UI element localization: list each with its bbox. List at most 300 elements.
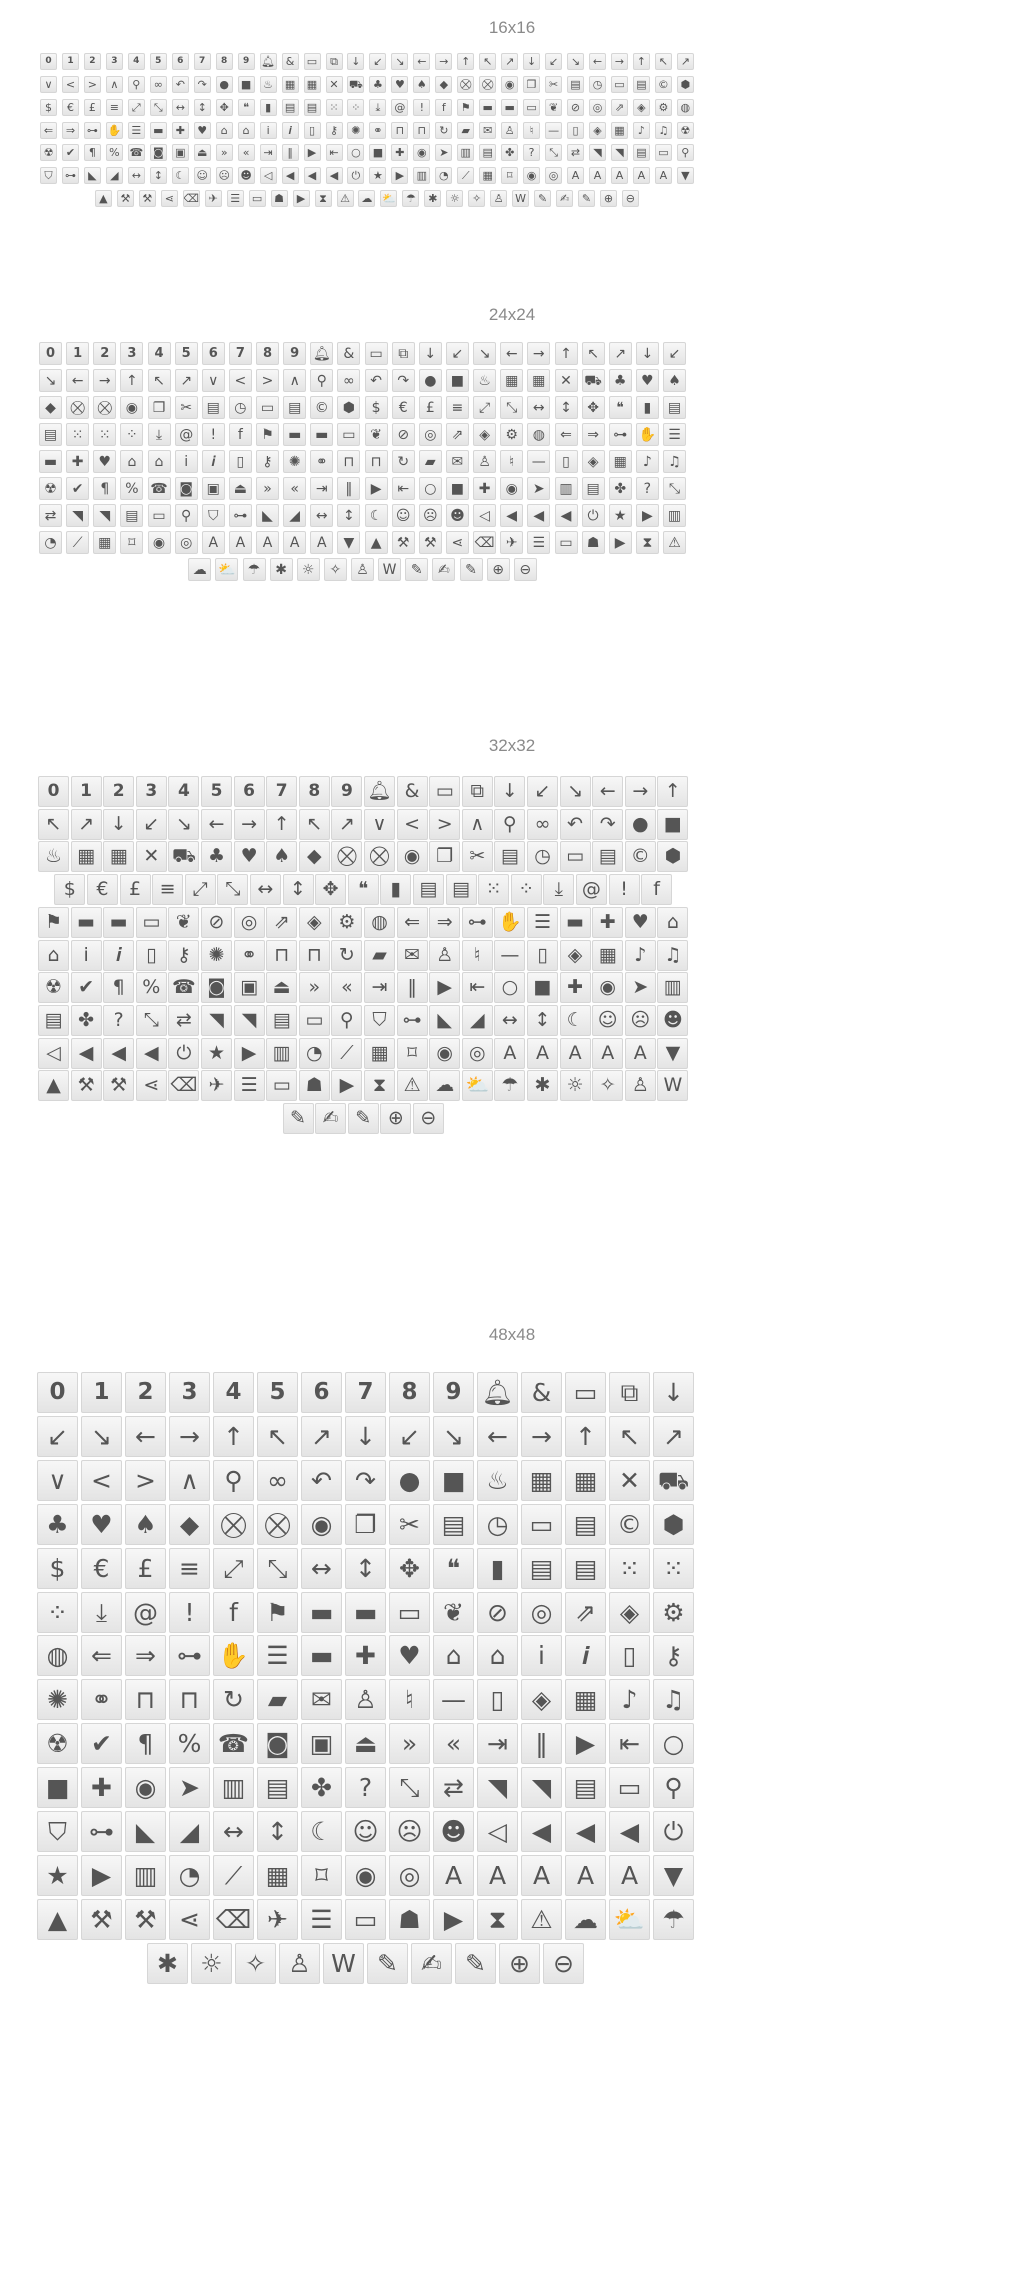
magic-wand-icon: ✧ xyxy=(468,190,485,207)
arrows-horizontal-icon: ↔ xyxy=(527,396,550,419)
question-icon: ? xyxy=(345,1767,386,1808)
forbidden-icon: ⊘ xyxy=(567,99,584,116)
thumbs-down-icon: ▼ xyxy=(337,531,360,554)
digit-7-icon: 7 xyxy=(194,53,211,70)
loop-icon: ↻ xyxy=(331,940,362,971)
zoom-out-icon: ⊖ xyxy=(514,558,537,581)
digit-5-icon: 5 xyxy=(257,1372,298,1413)
home-icon: ⌂ xyxy=(657,907,688,938)
edit-icon: ✍ xyxy=(432,558,455,581)
tag-icon: ⌑ xyxy=(397,1038,428,1069)
minus-box-icon: ▬ xyxy=(301,1635,342,1676)
chevron-left-icon: < xyxy=(397,809,428,840)
resize-icon: ⤢ xyxy=(128,99,145,116)
rewind-icon: « xyxy=(283,477,306,500)
font-plus-icon: A xyxy=(283,531,306,554)
arrow-down-icon: ↓ xyxy=(653,1372,694,1413)
chevron-left-icon: < xyxy=(62,76,79,93)
wikipedia-icon: W xyxy=(323,1943,364,1984)
disc-icon: ◉ xyxy=(501,76,518,93)
volume-low-icon: ◁ xyxy=(473,504,496,527)
star-icon: ★ xyxy=(609,504,632,527)
facebook-icon: f xyxy=(229,423,252,446)
check-icon: ✔ xyxy=(62,144,79,161)
arrow-up-icon: ↑ xyxy=(555,342,578,365)
check-icon: ✔ xyxy=(81,1723,122,1764)
play-icon: ▶ xyxy=(636,504,659,527)
video-icon: ▶ xyxy=(331,1070,362,1101)
table-icon: ▦ xyxy=(479,167,496,184)
car-icon: ⛟ xyxy=(168,841,199,872)
copyright-icon: © xyxy=(310,396,333,419)
document-text-icon: ▤ xyxy=(565,1548,606,1589)
digit-6-icon: 6 xyxy=(172,53,189,70)
skip-start-icon: ⇤ xyxy=(462,972,493,1003)
bar-chart-icon: ▥ xyxy=(663,504,686,527)
radiation-icon: ☢ xyxy=(39,477,62,500)
person-icon: ♙ xyxy=(279,1943,320,1984)
digit-5-icon: 5 xyxy=(150,53,167,70)
percent-icon: % xyxy=(136,972,167,1003)
briefcase-icon: ▰ xyxy=(364,940,395,971)
digit-9-icon: 9 xyxy=(433,1372,474,1413)
magic-wand-icon: ✧ xyxy=(235,1943,276,1984)
circle-icon: ○ xyxy=(347,144,364,161)
club-icon: ♣ xyxy=(369,76,386,93)
loop-icon: ↻ xyxy=(392,450,415,473)
digit-1-icon: 1 xyxy=(71,776,102,807)
arrows-horizontal-icon: ↔ xyxy=(301,1548,342,1589)
microphone-icon: ♮ xyxy=(389,1679,430,1720)
font-icon: A xyxy=(202,531,225,554)
arrow-up-icon: ↑ xyxy=(565,1416,606,1457)
chevron-up-icon: ∧ xyxy=(106,76,123,93)
voicemail-icon: ∞ xyxy=(150,76,167,93)
section-title: 24x24 xyxy=(488,305,536,324)
printer-icon: ▤ xyxy=(582,477,605,500)
download-icon: ⤓ xyxy=(369,99,386,116)
cube-icon: ⬢ xyxy=(337,396,360,419)
power-icon: ⏻ xyxy=(653,1811,694,1852)
document-icon: ▮ xyxy=(380,874,411,905)
lightbulb-icon: ✺ xyxy=(201,940,232,971)
clock-icon: ◷ xyxy=(589,76,606,93)
font-minus-icon: A xyxy=(521,1855,562,1896)
play-icon: ▶ xyxy=(565,1723,606,1764)
digit-3-icon: 3 xyxy=(120,342,143,365)
home-alt-icon: ⌂ xyxy=(38,940,69,971)
clock-icon: ◷ xyxy=(229,396,252,419)
mail-icon: ✉ xyxy=(479,122,496,139)
save-icon: ▤ xyxy=(120,504,143,527)
stop-icon: ■ xyxy=(369,144,386,161)
plus-icon: ✚ xyxy=(172,122,189,139)
arrow-up-right-icon: ↗ xyxy=(609,342,632,365)
dollar-icon: $ xyxy=(40,99,57,116)
font-tiny-icon: A xyxy=(625,1038,656,1069)
arrow-right-icon: → xyxy=(234,809,265,840)
disc-icon: ◉ xyxy=(345,1855,386,1896)
pound-icon: £ xyxy=(125,1548,166,1589)
tag-icon: ⌑ xyxy=(301,1855,342,1896)
share-icon: ⋖ xyxy=(136,1070,167,1101)
undo-icon: ↶ xyxy=(365,369,388,392)
pie-chart-icon: ◔ xyxy=(435,167,452,184)
windows-icon: ⧉ xyxy=(609,1372,650,1413)
car-icon: ⛟ xyxy=(653,1460,694,1501)
loop-icon: ↻ xyxy=(435,122,452,139)
arrows-vertical-icon: ↕ xyxy=(283,874,314,905)
trash-icon: ⌫ xyxy=(213,1899,254,1940)
close-icon: ✕ xyxy=(555,369,578,392)
power-icon: ⏻ xyxy=(168,1038,199,1069)
dollar-icon: $ xyxy=(37,1548,78,1589)
tag-icon: ⌑ xyxy=(120,531,143,554)
folder-icon: ▬ xyxy=(301,1592,342,1633)
redo-icon: ↷ xyxy=(345,1460,386,1501)
arrows-horizontal-icon: ↔ xyxy=(310,504,333,527)
rewind-icon: « xyxy=(433,1723,474,1764)
digit-0-icon: 0 xyxy=(38,776,69,807)
cube-icon: ⬢ xyxy=(657,841,688,872)
calculator-icon: ▦ xyxy=(71,841,102,872)
digit-3-icon: 3 xyxy=(106,53,123,70)
power-icon: ⏻ xyxy=(582,504,605,527)
pencil-icon: ✎ xyxy=(534,190,551,207)
thumbs-down-icon: ▼ xyxy=(657,1038,688,1069)
chevron-right-icon: > xyxy=(125,1460,166,1501)
tree-list-icon: ☰ xyxy=(234,1070,265,1101)
gamepad-icon: ◈ xyxy=(299,907,330,938)
resize-diagonal-alt-icon: ◢ xyxy=(462,1005,493,1036)
dollar-icon: $ xyxy=(54,874,85,905)
volume-high-icon: ◀ xyxy=(565,1811,606,1852)
wrench-icon: ⚒ xyxy=(392,531,415,554)
video-icon: ▶ xyxy=(293,190,310,207)
percent-icon: % xyxy=(169,1723,210,1764)
webcam-icon: ◉ xyxy=(500,477,523,500)
arrow-down-icon: ↓ xyxy=(345,1416,386,1457)
plus-icon: ✚ xyxy=(81,1767,122,1808)
trash-icon: ⌫ xyxy=(183,192,199,205)
arrow-down-icon: ↓ xyxy=(419,342,442,365)
gear-icon: ⚙ xyxy=(331,907,362,938)
bar-chart-icon: ▥ xyxy=(457,144,474,161)
skip-start-icon: ⇤ xyxy=(326,144,343,161)
bar-chart-icon: ▥ xyxy=(657,972,688,1003)
person-icon: ♙ xyxy=(473,450,496,473)
volume-high-icon: ◀ xyxy=(527,504,550,527)
stop-icon: ■ xyxy=(37,1767,78,1808)
dots-grid-icon: ⁘ xyxy=(37,1592,78,1633)
volume-up-icon: ◀ xyxy=(555,504,578,527)
sitemap-icon: ⊶ xyxy=(462,907,493,938)
resize-small-icon: ⤡ xyxy=(150,99,167,116)
minus-box-icon: ▬ xyxy=(150,122,167,139)
briefcase-icon: ▰ xyxy=(419,450,442,473)
move-icon: ✥ xyxy=(315,874,346,905)
arrow-right-icon: → xyxy=(527,342,550,365)
refresh-icon: ⇄ xyxy=(433,1767,474,1808)
person-icon: ♙ xyxy=(429,940,460,971)
cart-icon: ⛒ xyxy=(213,1504,254,1545)
flag-icon: ⚑ xyxy=(257,1592,298,1633)
folder-empty-icon: ▭ xyxy=(389,1592,430,1633)
tag-icon: ⌑ xyxy=(501,167,518,184)
arrow-right-icon: → xyxy=(611,53,628,70)
export-icon: ⇗ xyxy=(266,907,297,938)
asterisk-icon: ✱ xyxy=(270,558,293,581)
paperclip-icon: ⚲ xyxy=(213,1460,254,1501)
webcam-icon: ◉ xyxy=(592,972,623,1003)
play-icon: ▶ xyxy=(365,477,388,500)
key-icon: ⚷ xyxy=(256,450,279,473)
fire-icon: ♨ xyxy=(477,1460,518,1501)
airplane-icon: ✈ xyxy=(201,1070,232,1101)
rain-cloud-icon: ☂ xyxy=(494,1070,525,1101)
airplane-icon: ✈ xyxy=(257,1899,298,1940)
underline-icon: ✎ xyxy=(578,190,595,207)
arrow-right-icon: → xyxy=(169,1416,210,1457)
unlock-icon: ⊓ xyxy=(337,450,360,473)
arrow-right-icon: → xyxy=(625,776,656,807)
arrow-down-right-icon: ↘ xyxy=(391,53,408,70)
zoom-out-icon: ⊖ xyxy=(413,1103,444,1134)
thumbs-up-icon: ▲ xyxy=(37,1899,78,1940)
heart-icon: ♥ xyxy=(389,1635,430,1676)
chevron-up-icon: ∧ xyxy=(283,369,306,392)
person-icon: ♙ xyxy=(625,1070,656,1101)
home-icon: ⌂ xyxy=(120,450,143,473)
download-icon: ⤓ xyxy=(148,423,171,446)
arrow-up-right-icon: ↗ xyxy=(301,1416,342,1457)
arrow-down-icon: ↓ xyxy=(523,53,540,70)
digit-2-icon: 2 xyxy=(125,1372,166,1413)
scissors-icon: ✂ xyxy=(389,1504,430,1545)
heart-icon: ♥ xyxy=(93,450,116,473)
resize-small-icon: ⤡ xyxy=(217,874,248,905)
resize-icon: ⤢ xyxy=(213,1548,254,1589)
user-icon: ☗ xyxy=(582,531,605,554)
resize-diagonal-icon: ◣ xyxy=(125,1811,166,1852)
forbidden-icon: ⊘ xyxy=(392,423,415,446)
folder-empty-icon: ▭ xyxy=(337,423,360,446)
rain-cloud-icon: ☂ xyxy=(402,190,419,207)
radiation-icon: ☢ xyxy=(40,144,57,161)
paperclip-icon: ⚲ xyxy=(494,809,525,840)
fire-icon: ♨ xyxy=(260,76,277,93)
folder-open-icon: ▬ xyxy=(501,99,518,116)
stop-icon: ■ xyxy=(527,972,558,1003)
spade-icon: ♠ xyxy=(663,369,686,392)
check-icon: ✔ xyxy=(71,972,102,1003)
save-icon: ▤ xyxy=(633,144,650,161)
close-icon: ✕ xyxy=(136,841,167,872)
globe-icon: ◍ xyxy=(527,423,550,446)
underline-icon: ✎ xyxy=(348,1103,379,1134)
wikipedia-icon: W xyxy=(378,558,401,581)
arrow-down-left-icon: ↙ xyxy=(527,776,558,807)
rss-alt-icon: ◥ xyxy=(234,1005,265,1036)
close-icon: ✕ xyxy=(609,1460,650,1501)
digit-9-icon: 9 xyxy=(331,776,362,807)
alert-icon: ⚠ xyxy=(397,1070,428,1101)
export-icon: ⇗ xyxy=(611,99,628,116)
printer-icon: ▤ xyxy=(257,1767,298,1808)
frown-icon: ☹ xyxy=(216,167,233,184)
chevron-left-icon: < xyxy=(229,369,252,392)
tv-icon: ▭ xyxy=(345,1899,386,1940)
shrink-icon: ⤡ xyxy=(663,477,686,500)
disc-icon: ◉ xyxy=(120,396,143,419)
volume-low-icon: ◁ xyxy=(38,1038,69,1069)
arrow-right-icon: → xyxy=(435,53,452,70)
mobile-icon: ▯ xyxy=(527,940,558,971)
cloud-icon: ☁ xyxy=(429,1070,460,1101)
camera-icon: ◙ xyxy=(257,1723,298,1764)
pause-icon: ‖ xyxy=(282,144,299,161)
font-plus-icon: A xyxy=(592,1038,623,1069)
document-lines-icon: ▤ xyxy=(413,874,444,905)
undo-icon: ↶ xyxy=(172,76,189,93)
sun-icon: ☼ xyxy=(446,190,463,207)
grid-icon: ▦ xyxy=(565,1460,606,1501)
hammer-icon: ⚒ xyxy=(103,1070,134,1101)
target-icon: ◎ xyxy=(419,423,442,446)
question-icon: ? xyxy=(523,144,540,161)
hand-icon: ✋ xyxy=(107,123,122,137)
airplane-icon: ✈ xyxy=(205,190,222,207)
camera-icon: ◙ xyxy=(175,477,198,500)
grid-icon: ▦ xyxy=(527,369,550,392)
car-icon: ⛟ xyxy=(348,77,363,91)
clipboard-icon: ▤ xyxy=(433,1504,474,1545)
arrow-down-right-icon: ↘ xyxy=(81,1416,122,1457)
lock-icon: ⊓ xyxy=(413,122,430,139)
user-icon: ☗ xyxy=(271,190,288,207)
digit-7-icon: 7 xyxy=(345,1372,386,1413)
rss-icon: ◥ xyxy=(589,144,606,161)
ipod-icon: ▯ xyxy=(229,450,252,473)
database-icon: ≡ xyxy=(169,1548,210,1589)
fast-forward-icon: » xyxy=(256,477,279,500)
zoom-out-icon: ⊖ xyxy=(543,1943,584,1984)
music-notes-icon: ♫ xyxy=(655,122,672,139)
exclamation-icon: ! xyxy=(609,874,640,905)
arrow-down-left-icon: ↙ xyxy=(136,809,167,840)
document-lines-icon: ▤ xyxy=(663,396,686,419)
digit-7-icon: 7 xyxy=(229,342,252,365)
digit-4-icon: 4 xyxy=(128,53,145,70)
window-icon: ▭ xyxy=(565,1372,606,1413)
copy-icon: ❐ xyxy=(345,1504,386,1545)
play-icon: ▶ xyxy=(391,167,408,184)
folder-icon: ▬ xyxy=(71,907,102,938)
dots-chart-icon: ⁙ xyxy=(478,874,509,905)
briefcase-icon: ▰ xyxy=(457,122,474,139)
pound-icon: £ xyxy=(120,874,151,905)
line-chart-icon: ⟋ xyxy=(457,167,474,184)
copy-icon: ❐ xyxy=(148,396,171,419)
heart-icon: ♥ xyxy=(391,76,408,93)
export-icon: ⇗ xyxy=(565,1592,606,1633)
arrow-down-left-icon: ↙ xyxy=(663,342,686,365)
digit-9-icon: 9 xyxy=(238,53,255,70)
exclamation-icon: ! xyxy=(413,99,430,116)
windows-icon: ⧉ xyxy=(462,776,493,807)
skip-start-icon: ⇤ xyxy=(609,1723,650,1764)
home-alt-icon: ⌂ xyxy=(148,450,171,473)
bar-chart-icon: ▥ xyxy=(266,1038,297,1069)
paw-icon: ❦ xyxy=(545,99,562,116)
windows-icon: ⧉ xyxy=(392,342,415,365)
eraser-icon: ◈ xyxy=(560,940,591,971)
car-icon: ⛟ xyxy=(582,369,605,392)
ampersand-icon: & xyxy=(521,1372,562,1413)
picture-icon: ▣ xyxy=(172,144,189,161)
music-notes-icon: ♫ xyxy=(663,450,686,473)
pie-chart-icon: ◔ xyxy=(39,531,62,554)
frown-icon: ☹ xyxy=(389,1811,430,1852)
arrow-right-icon: → xyxy=(521,1416,562,1457)
disc-icon: ◉ xyxy=(523,167,540,184)
target-icon: ◎ xyxy=(545,167,562,184)
arrow-up-right-icon: ↗ xyxy=(501,53,518,70)
font-plus-icon: A xyxy=(565,1855,606,1896)
picture-icon: ▣ xyxy=(234,972,265,1003)
document-icon: ▮ xyxy=(636,396,659,419)
exclamation-icon: ! xyxy=(169,1592,210,1633)
arrow-left-icon: ← xyxy=(413,53,430,70)
paw-icon: ❦ xyxy=(433,1592,474,1633)
trash-icon: ⌫ xyxy=(168,1070,199,1101)
section-title: 32x32 xyxy=(488,736,536,755)
target-icon: ◎ xyxy=(521,1592,562,1633)
digit-6-icon: 6 xyxy=(301,1372,342,1413)
wrench-icon: ⚒ xyxy=(71,1070,102,1101)
volume-high-icon: ◀ xyxy=(103,1038,134,1069)
font-small-icon: A xyxy=(477,1855,518,1896)
lightbulb-icon: ✺ xyxy=(283,450,306,473)
arrows-vertical-icon: ↕ xyxy=(527,1005,558,1036)
spade-icon: ♠ xyxy=(413,76,430,93)
grid-icon: ▦ xyxy=(304,76,321,93)
cart-icon: ⛒ xyxy=(66,396,89,419)
logout-icon: ⇒ xyxy=(62,122,79,139)
globe-icon: ◍ xyxy=(364,907,395,938)
dots-chart-icon: ⁙ xyxy=(326,99,343,116)
folder-icon: ▬ xyxy=(283,423,306,446)
globe-icon: ◍ xyxy=(37,1635,78,1676)
microphone-icon: ♮ xyxy=(462,940,493,971)
asterisk-icon: ✱ xyxy=(527,1070,558,1101)
target-icon: ◎ xyxy=(389,1855,430,1896)
info-icon: i xyxy=(71,940,102,971)
eject-icon: ⏏ xyxy=(229,477,252,500)
search-icon: ⚲ xyxy=(331,1005,362,1036)
mobile-icon: ▯ xyxy=(555,450,578,473)
chevron-down-icon: ∨ xyxy=(364,809,395,840)
unlock-icon: ⊓ xyxy=(125,1679,166,1720)
laptop-icon: ▭ xyxy=(521,1504,562,1545)
close-icon: ✕ xyxy=(326,76,343,93)
heart-icon: ♥ xyxy=(636,369,659,392)
document-lines-icon: ▤ xyxy=(521,1548,562,1589)
voicemail-icon: ∞ xyxy=(527,809,558,840)
volume-high-icon: ◀ xyxy=(304,167,321,184)
server-icon: ☰ xyxy=(663,423,686,446)
speech-bubble-icon: ● xyxy=(419,369,442,392)
